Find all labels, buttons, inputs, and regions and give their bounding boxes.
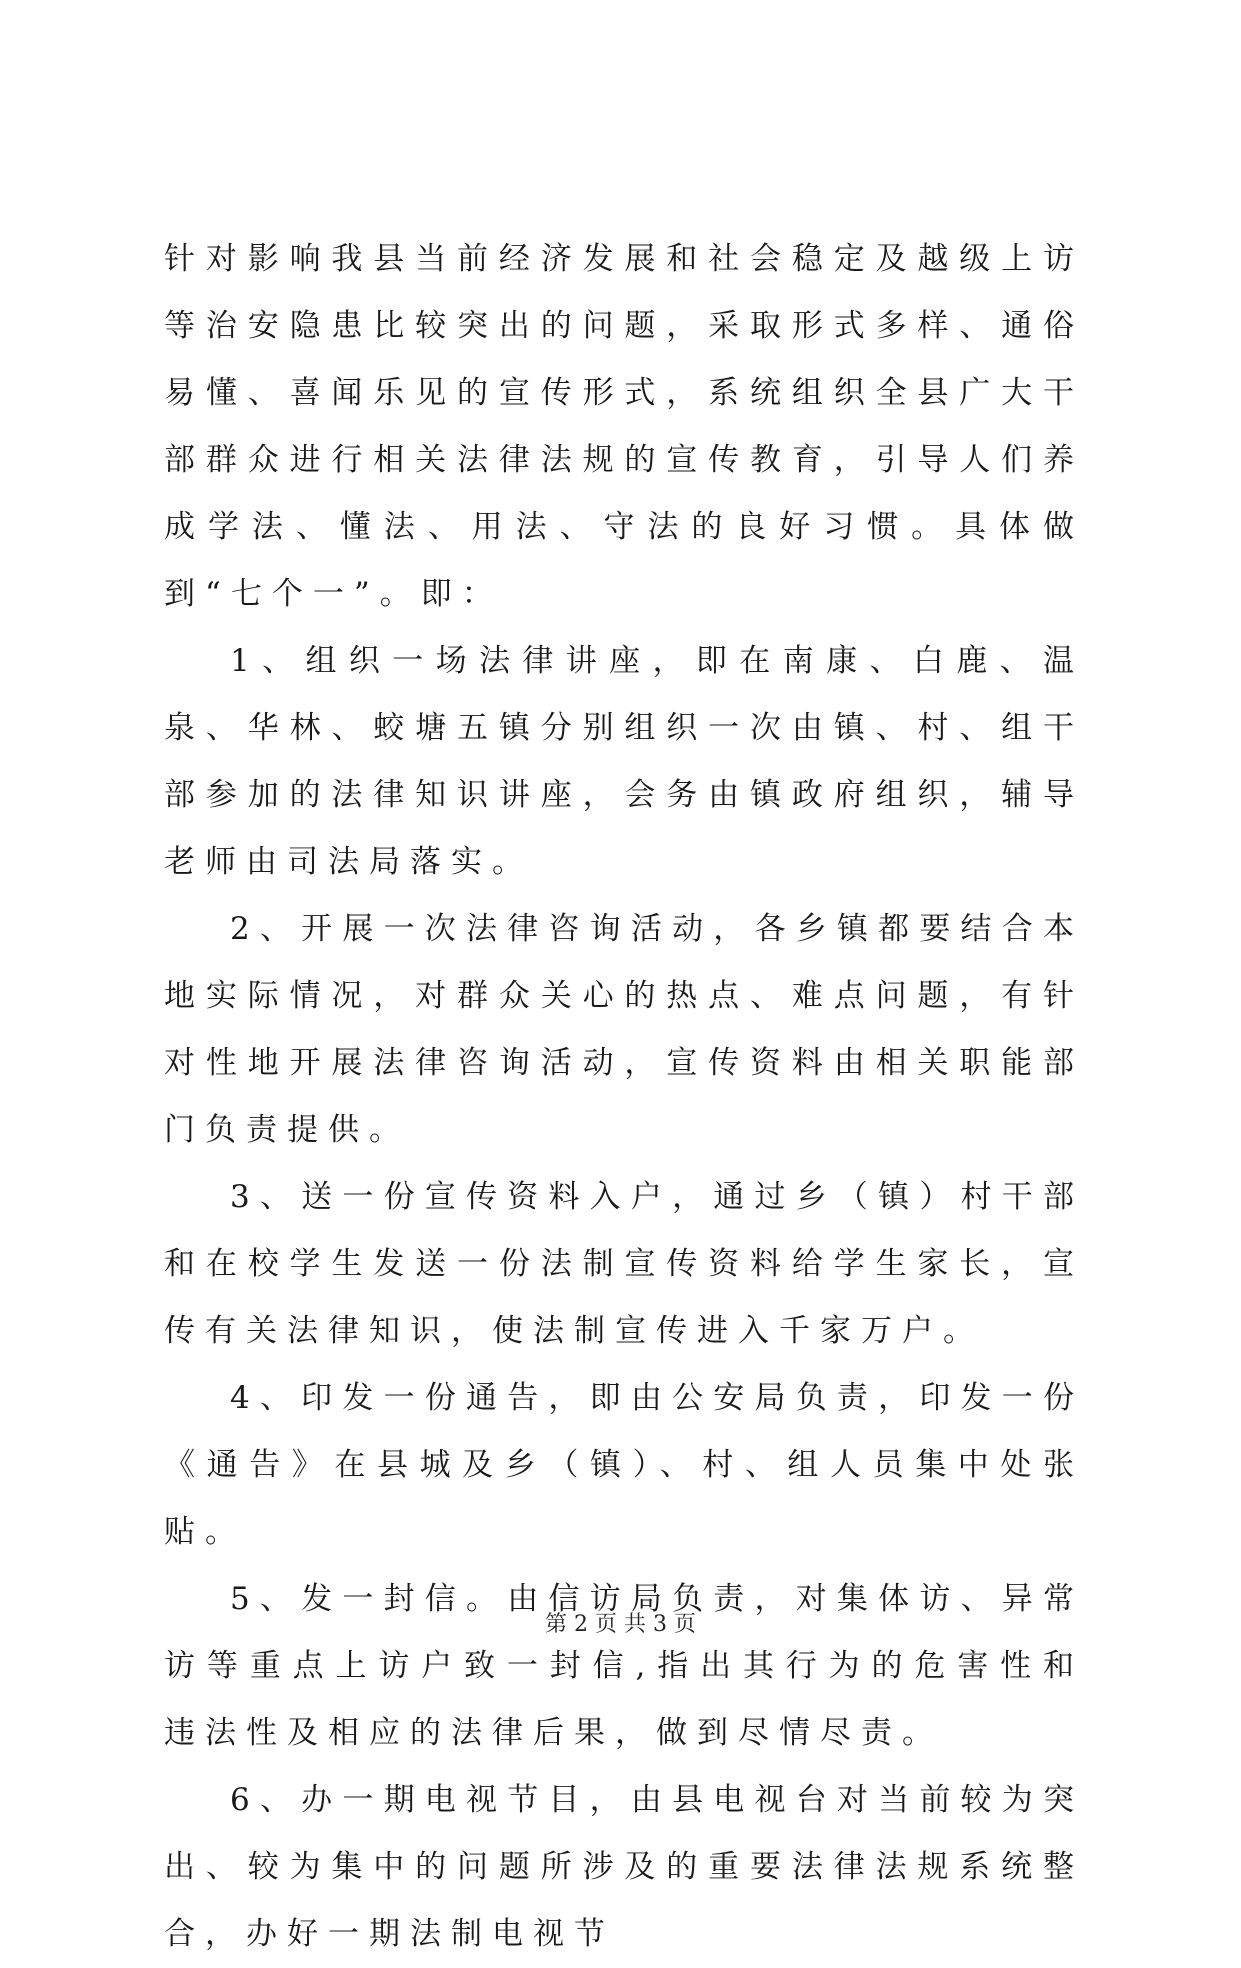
paragraph-item-6: 6、办一期电视节目，由县电视台对当前较为突出、较为集中的问题所涉及的重要法律法规系统整合，办好一期法制电视节 — [164, 1782, 1084, 1952]
paragraph-intro: 针对影响我县当前经济发展和社会稳定及越级上访等治安隐患比较突出的问题，采取形式多样、通俗易懂、喜闻乐见的宣传形式，系统组织全县广大干部群众进行相关法律法规的宣传教育，引导人们养成学法、懂法、用法、守法的良好习惯。具体做到“七个一”。即： — [164, 241, 1084, 612]
document-body — [164, 226, 1084, 1968]
paragraph-item-4: 4、印发一份通告，即由公安局负责，印发一份《通告》在县城及乡（镇）、村、组人员集中处张贴。 — [164, 1380, 1084, 1550]
page-number-footer: 第 2 页 共 3 页 — [545, 1612, 696, 1637]
paragraph-item-5: 5、发一封信。由信访局负责，对集体访、异常访等重点上访户致一封信,指出其行为的危害性和违法性及相应的法律后果，做到尽情尽责。 — [164, 1581, 1084, 1751]
paragraph-item-3: 3、送一份宣传资料入户，通过乡（镇）村干部和在校学生发送一份法制宣传资料给学生家长，宣传有关法律知识，使法制宣传进入千家万户。 — [164, 1179, 1084, 1349]
paragraph-item-2: 2、开展一次法律咨询活动，各乡镇都要结合本地实际情况，对群众关心的热点、难点问题，有针对性地开展法律咨询活动，宣传资料由相关职能部门负责提供。 — [164, 911, 1084, 1148]
paragraph-item-1: 1、组织一场法律讲座，即在南康、白鹿、温泉、华林、蛟塘五镇分别组织一次由镇、村、组干部参加的法律知识讲座，会务由镇政府组织，辅导老师由司法局落实。 — [164, 643, 1084, 880]
